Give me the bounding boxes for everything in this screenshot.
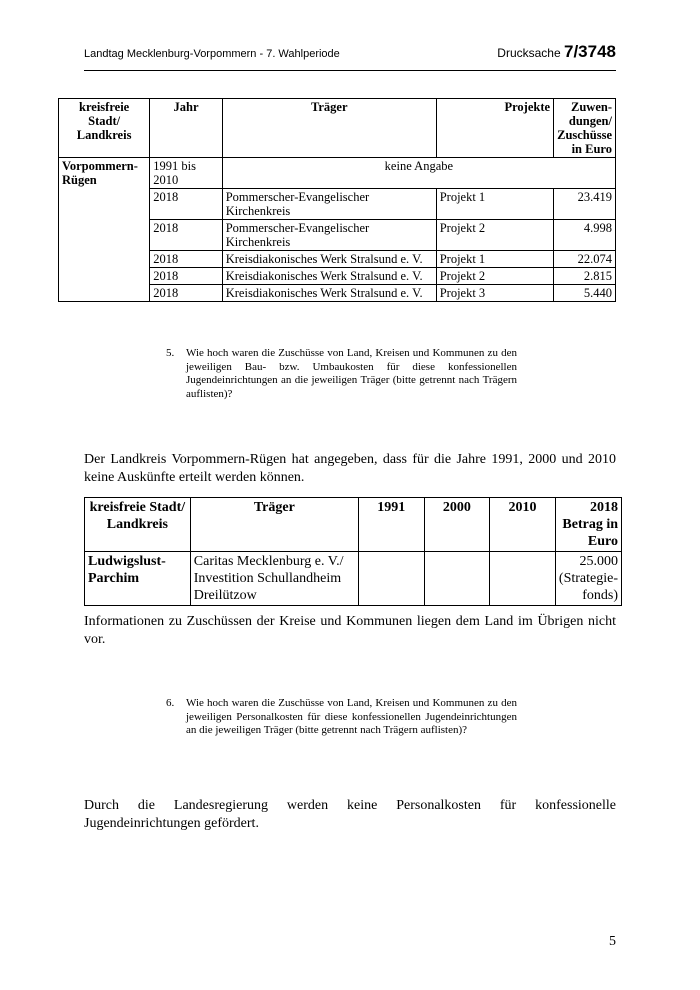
traeger-cell: Caritas Mecklenburg e. V./ Investition Schullandheim Dreilützow bbox=[190, 552, 358, 606]
table-row bbox=[59, 158, 616, 189]
year-cell: 1991 bis 2010 bbox=[150, 158, 222, 189]
page-number: 5 bbox=[609, 934, 616, 949]
traeger-cell: Kreisdiakonisches Werk Stralsund e. V. bbox=[222, 285, 436, 302]
question-number: 6. bbox=[166, 697, 175, 709]
amount-cell: 4.998 bbox=[554, 220, 616, 251]
question-text: Wie hoch waren die Zuschüsse von Land, Kreisen und Kommunen zu den jeweiligen Bau- bzw. Umbaukosten für diese konfessionellen Jugendeinrichtungen an die jeweiligen Träger (bitte getrennt nach Trägern auflisten)? bbox=[186, 347, 517, 400]
table-row bbox=[85, 552, 622, 606]
answer-paragraph-3: Durch die Landesregierung werden keine Personalkosten für konfessionelle Jugendeinrichtungen gefördert. bbox=[84, 798, 616, 831]
project-cell: Projekt 2 bbox=[436, 268, 553, 285]
year-2018-cell bbox=[555, 552, 621, 606]
column-header: Zuwen-dungen/ Zuschüsse in Euro bbox=[554, 99, 616, 158]
drucksache-reference bbox=[497, 42, 616, 62]
table-header-row bbox=[59, 99, 616, 158]
column-header: Träger bbox=[222, 99, 436, 158]
column-header: 2000 bbox=[424, 498, 490, 552]
question-5 bbox=[166, 347, 517, 401]
question-text: Wie hoch waren die Zuschüsse von Land, Kreisen und Kommunen zu den jeweiligen Personalkosten für diese konfessionellen Jugendeinrichtungen an die jeweiligen Träger (bitte getrennt nach Trägern auflisten)? bbox=[186, 697, 517, 736]
project-cell: Projekt 1 bbox=[436, 189, 553, 220]
column-header: Jahr bbox=[150, 99, 222, 158]
no-data-cell: keine Angabe bbox=[222, 158, 615, 189]
drucksache-label: Drucksache bbox=[497, 46, 561, 60]
year-1991-cell bbox=[358, 552, 424, 606]
project-cell: Projekt 3 bbox=[436, 285, 553, 302]
year-cell: 2018 bbox=[150, 285, 222, 302]
traeger-cell: Pommerscher-Evangelischer Kirchenkreis bbox=[222, 189, 436, 220]
amount-cell: 2.815 bbox=[554, 268, 616, 285]
project-cell: Projekt 1 bbox=[436, 251, 553, 268]
column-header: 2010 bbox=[490, 498, 556, 552]
year-cell: 2018 bbox=[150, 189, 222, 220]
amount-value: 25.000 bbox=[579, 554, 618, 569]
column-header: 1991 bbox=[358, 498, 424, 552]
column-header: kreisfreie Stadt/ Landkreis bbox=[59, 99, 150, 158]
project-cell: Projekt 2 bbox=[436, 220, 553, 251]
year-cell: 2018 bbox=[150, 268, 222, 285]
question-number: 5. bbox=[166, 347, 175, 359]
column-header: kreisfreie Stadt/ Landkreis bbox=[85, 498, 191, 552]
answer-paragraph-1: Der Landkreis Vorpommern-Rügen hat angegeben, dass für die Jahre 1991, 2000 und 2010 keine Auskünfte erteilt werden können. bbox=[84, 452, 616, 485]
page-header bbox=[84, 40, 616, 71]
traeger-cell: Pommerscher-Evangelischer Kirchenkreis bbox=[222, 220, 436, 251]
grants-table-ludwigslust-parchim bbox=[84, 497, 622, 606]
traeger-cell: Kreisdiakonisches Werk Stralsund e. V. bbox=[222, 251, 436, 268]
parliament-name: Landtag Mecklenburg-Vorpommern - 7. Wahlperiode bbox=[84, 48, 340, 60]
year-cell: 2018 bbox=[150, 220, 222, 251]
question-6 bbox=[166, 697, 517, 738]
traeger-cell: Kreisdiakonisches Werk Stralsund e. V. bbox=[222, 268, 436, 285]
region-cell: Ludwigslust-Parchim bbox=[85, 552, 191, 606]
grants-table-vorpommern-ruegen bbox=[58, 98, 616, 302]
drucksache-number: 7/3748 bbox=[564, 42, 616, 61]
answer-paragraph-2: Informationen zu Zuschüssen der Kreise und Kommunen liegen dem Land im Übrigen nicht vor. bbox=[84, 614, 616, 647]
year-cell: 2018 bbox=[150, 251, 222, 268]
region-cell: Vorpommern-Rügen bbox=[59, 158, 150, 302]
amount-cell: 22.074 bbox=[554, 251, 616, 268]
amount-cell: 23.419 bbox=[554, 189, 616, 220]
table-header-row bbox=[85, 498, 622, 552]
column-header: Projekte bbox=[436, 99, 553, 158]
amount-cell: 5.440 bbox=[554, 285, 616, 302]
amount-note: (Strategie-fonds) bbox=[558, 571, 618, 603]
column-header: Träger bbox=[190, 498, 358, 552]
column-header: 2018 Betrag in Euro bbox=[555, 498, 621, 552]
year-2000-cell bbox=[424, 552, 490, 606]
year-2010-cell bbox=[490, 552, 556, 606]
